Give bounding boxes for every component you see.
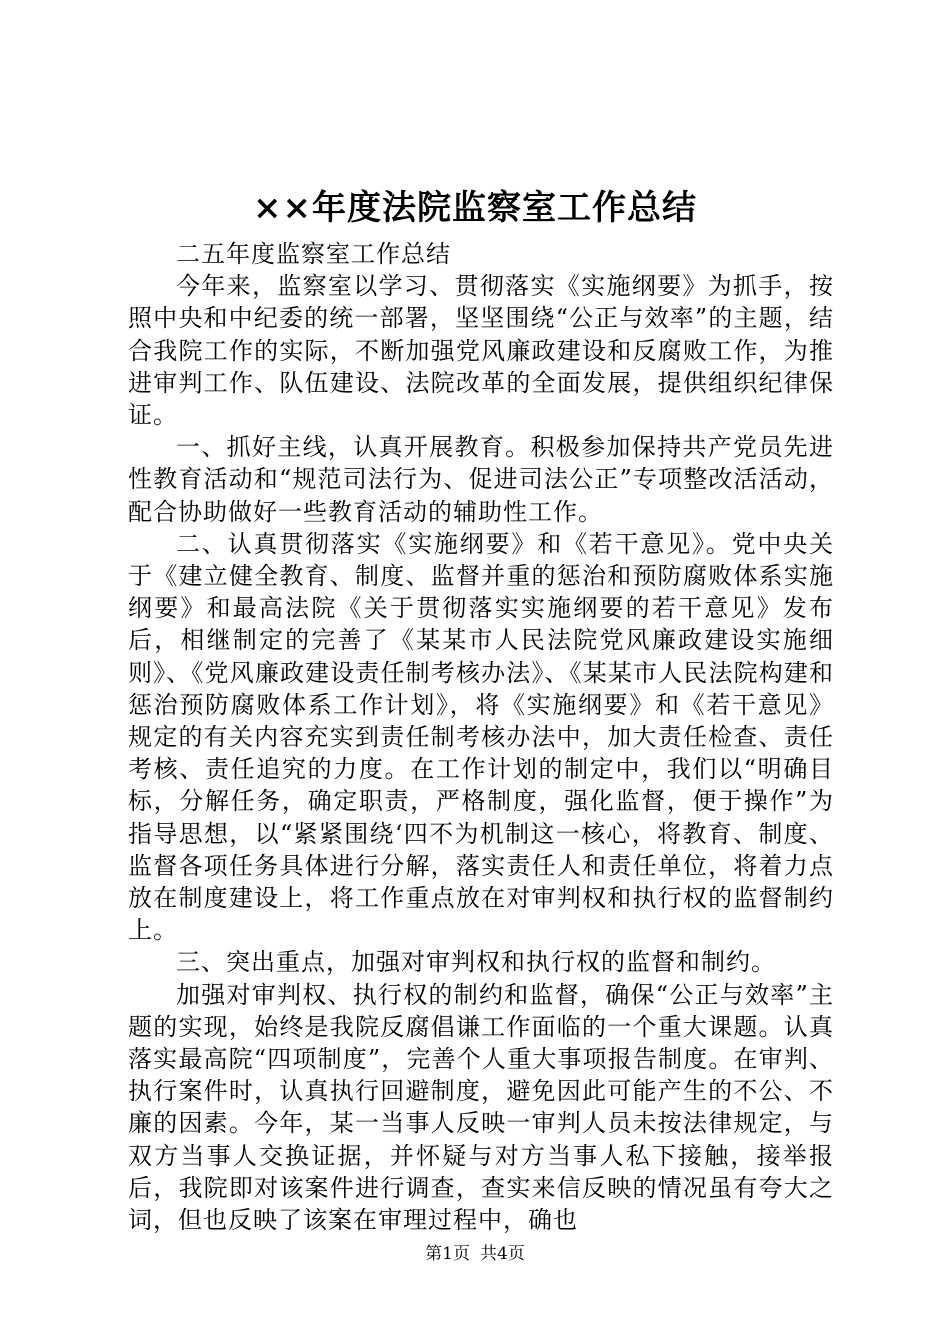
page-footer xyxy=(0,1243,950,1265)
paragraph-subtitle: 二五年度监察室工作总结 xyxy=(176,240,451,268)
document-body xyxy=(128,238,834,1236)
document-title: ××年度法院监察室工作总结 xyxy=(253,188,697,228)
paragraph-section-2: 二、认真贯彻落实《实施纲要》和《若干意见》。党中央关于《建立健全教育、制度、监督并重的惩治和预防腐败体系实施纲要》和最高法院《关于贯彻落实实施纲要的若干意见》发布后，相继制定的完善了《某某市人民法院党风廉政建设实施细则》、《党风廉政建设责任制考核办法》、《某某市人民法院构建和惩治预防腐败体系工作计划》，将《实施纲要》和《若干意见》规定的有关内容充实到责任制考核办法中，加大责任检查、责任考核、责任追究的力度。在工作计划的制定中，我们以“明确目标，分解任务，确定职责，严格制度，强化监督，便于操作”为指导思想，以“紧紧围绕‘四不为机制这一核心，将教育、制度、监督各项任务具体进行分解，落实责任人和责任单位，将着力点放在制度建设上，将工作重点放在对审判权和执行权的监督制约上。 xyxy=(128,529,834,945)
page-number: 第1页 xyxy=(425,1244,470,1264)
paragraph-intro: 今年来，监察室以学习、贯彻落实《实施纲要》为抓手，按照中央和中纪委的统一部署，坚坚围绕“公正与效率”的主题，结合我院工作的实际，不断加强党风廉政建设和反腐败工作，为推进审判工作、队伍建设、法院改革的全面发展，提供组织纪律保证。 xyxy=(128,272,834,430)
page-total: 共4页 xyxy=(480,1244,525,1264)
paragraph-section-1: 一、抓好主线，认真开展教育。积极参加保持共产党员先进性教育活动和“规范司法行为、促进司法公正”专项整改活活动，配合协助做好一些教育活动的辅助性工作。 xyxy=(128,433,834,526)
paragraph-section-3-body: 加强对审判权、执行权的制约和监督，确保“公正与效率”主题的实现，始终是我院反腐倡谦工作面临的一个重大课题。认真落实最高院“四项制度”，完善个人重大事项报告制度。在审判、执行案件时，认真执行回避制度，避免因此可能产生的不公、不廉的因素。今年，某一当事人反映一审判人员未按法律规定，与双方当事人交换证据，并怀疑与对方当事人私下接触，接举报后，我院即对该案件进行调查，查实来信反映的情况虽有夸大之词，但也反映了该案在审理过程中，确也 xyxy=(128,980,834,1235)
paragraph-section-3-heading: 三、突出重点，加强对审判权和执行权的监督和制约。 xyxy=(176,948,776,977)
